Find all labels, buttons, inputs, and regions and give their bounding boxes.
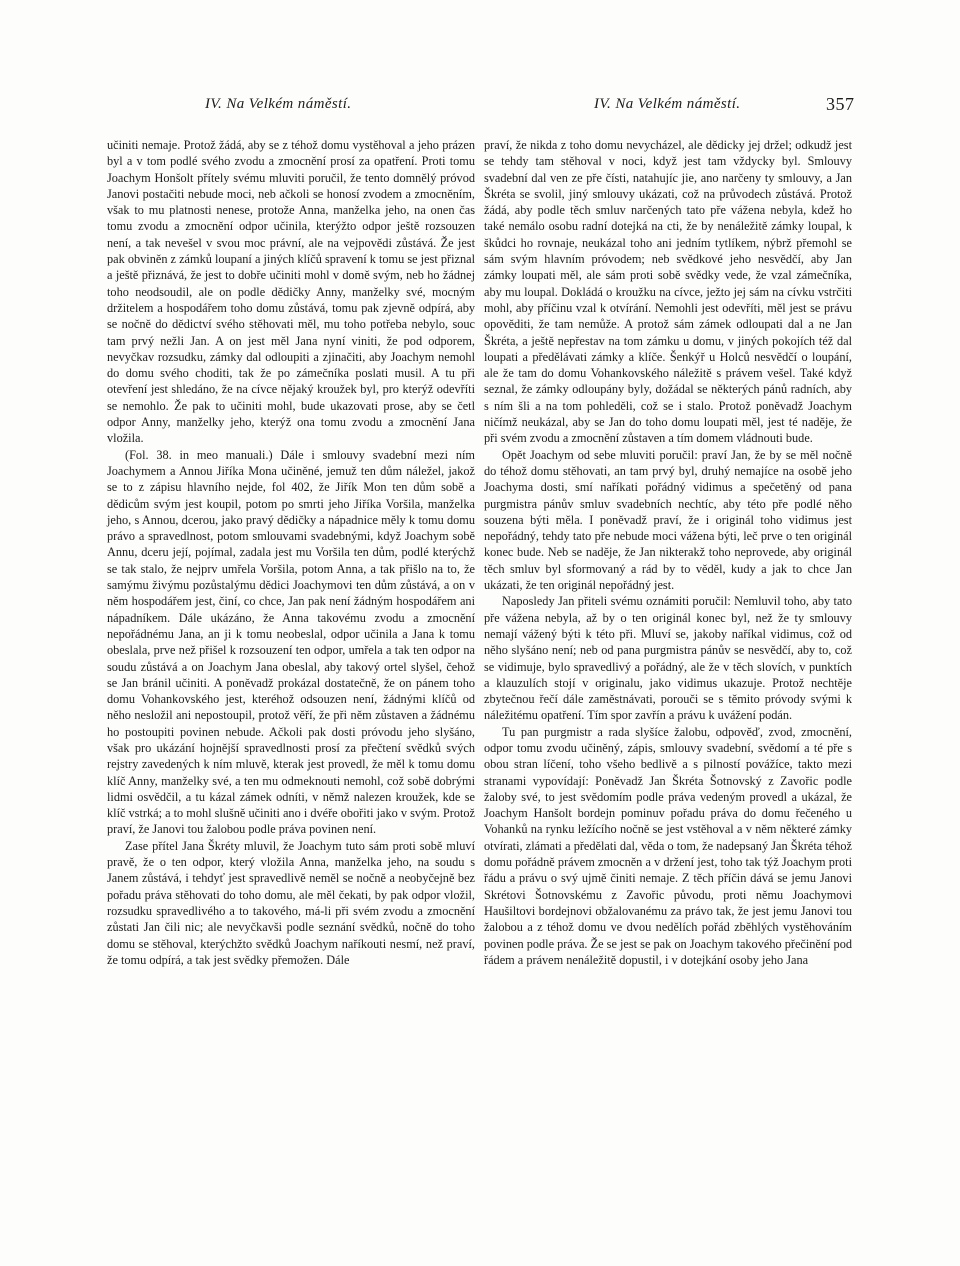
- paragraph: Naposledy Jan přiteli svému oznámiti poručil: Nemluvil toho, aby tato pře vážena nebyla, až by o ten originál konec byl, než že ty smlouvy nemají vážený býti k této při. Mluví se, jakoby naříkal vidimus, což od něho slyšáno není; neb od pana purgmistra pánův se nesvědčí, aby to, což se vidimuje, bylo spravedlivý a pořádný, ale že v těch slovích, v punktích a klauzulích stojí v originalu, jako vidimus ukazuje. Protož nechtěje zbytečnou řečí dále zaměstnávati, porouči se s těmito próvody svými k náležitému opatření. Tím spor zavřín a právu k uvážení podán.: [484, 594, 852, 723]
- paragraph: praví, že nikda z toho domu nevycházel, ale dědicky jej držel; odkudž jest se tehdy tam stěhoval v noci, když jest tam vždycky byl. Smlouvy svadební dal ven ze pře čísti, natahujíc jie, ano narčeny ty smlouvy, a Jan Škréta se svolil, jiný smlouvy ukázati, což na průvodech zůstává. Protož žádá, aby podle těch smluv narčených tato pře vážena nebyla, kdež ho také nemálo osobu radní dotejká na cti, že by nenáležitě zámky loupal, k škůdci ho rovnaje, neukázal toho ani jedním tytlíkem, nýbrž přemohl se sám svým hlavním próvodem; neb svědkové jeho nesvědčí, aby Jan zámky loupati měl, ale sám proti sobě svědky vede, že vzal zámečníka, aby mu loupal. Dokládá o kroužku na cívce, ježto jej sám na cívku vstrčiti mohl, aby příčinu vzal k otvírání. Nemohli jest odevříti, měl jest se právu opověditi, že tam nemůže. A protož sám zámek odloupati dal a ne Jan Škréta, a ještě nepřestav na tom zámku u domu, v jiných pokojích též dal loupati a předělávati zámky a klíče. Šenkýř u Holců nesvědčí o loupání, ale že tam do domu Vohankovského náležitě s právem vešel. Také když seznal, že zámky odloupány byly, dožádal se některých pánů radních, aby s ním šli a na tom pohleděli, což se i stalo. Protož poněvadž Joachym ničímž neukázal, aby se Jan do toho domu loupati měl, jest té naděje, že při svém zvodu a zmocnění zůstaven a tím domem vládnouti bude.: [484, 138, 852, 446]
- running-head-left: IV. Na Velkém náměstí.: [205, 96, 352, 112]
- paragraph: Zase přítel Jana Škréty mluvil, že Joachym tuto sám proti sobě mluví pravě, že o ten odpor, který vložila Anna, manželka jeho, na soudu s Janem zůstává, i tehdyť jest spravedlivě neměl se nočně a neobyčejně bez pořadu práva stěhovati do toho domu, ale měl čekati, by pak odpor vložil, rozsudku spravedlivého a to takového, má-li při svém zvodu a zmocnění zůstati Jan čili nic; ale nevyčkavši podle seznání svědků, nočně do toho domu se stěhoval, kterýchžto svědků Joachym naříkouti nesmí, než praví, že tomu odpírá, a tak jest svědky přemožen. Dále: [107, 838, 475, 967]
- paragraph: Tu pan purgmistr a rada slyšíce žalobu, odpověď, zvod, zmocnění, odpor tomu zvodu učiněný, zápis, smlouvy svadební, svědomí a té pře s obou stran líčení, toho všeho bedlivě a s pilností povážíce, takto mezi stranami vypovídají: Poněvadž Jan Škréta Šotnovský z Zavořic podle žaloby své, to jest svědomím podle práva vedeným provedl a ukázal, že Joachym Hanšolt bordejn pominuv pořadu práva do domu řečeného u Vohanků na rynku ležícího nočně se jest vstěhoval a v něm některé zámky otvírati, zlámati a předělati dal, věda o tom, že nadepsaný Jan Škréta téhož domu pořádně právem zmocněn a v držení jest, toho tak týž Joachym proti řádu a právu o svý ujmě činiti nemaje. Z těch příčin dává se jemu Janovi Skrétovi Šotnovskému z Zavořic původu, proti němu Joachymovi Haušiltovi bordejnovi obžalovanému za právo tak, že jest jemu Janovi tou žalobou a z téhož domu ve dvou nedělích pořád zběhlých vystěhováním povinen podle práva. Že se jest se pak on Joachym takového přečinění pod řádem a právem nenáležitě dopustil, i v dotejkání osoby jeho Jana: [484, 724, 852, 967]
- paragraph: (Fol. 38. in meo manuali.) Dále i smlouvy svadební mezi ním Joachymem a Annou Jiříka Mona učiněné, jemuž ten dům náležel, jakož se to z zápisu hlavního nejde, fol 402, že Jiřík Mon ten dům sobě a dědicům svým jest koupil, potom po smrti jeho Jiříka Voršila, manželka jeho, s Annou, dcerou, jako pravý dědičky a nápadnice měly k tomu domu právo a spravedlnost, potom smlouvami svadebnými, když Joachym sobě Annu, dceru její, pojímal, zadala jest mu Voršila ten dům, podlé kterýchž se tak stalo, že nejprv umřela Voršila, potom Anna, a tak přišlo na to, že samýmu živýmu pozůstalýmu dědici Joachymovi ten dům zůstává, a on v něm hospodářem jest, činí, co chce, Jan pak není žádným hospodářem ani nápadníkem. Dále ukázáno, že Anna takovému zvodu a zmocnění nepořádnému Jana, an ji k tomu neobeslal, odpor učinila a Jana k tomu obeslala, prve než přišel k rozsouzení ten odpor, umřela a tak ten odpor na soudu zůstává a on Joachym Jana obeslal, aby takový ortel slyšel, čehož se Jan bránil učiniti. A poněvadž prokázal dostatečně, že on pánem toho domu Vohankovského jest, kteréhož odsouzen není, žádnými klíčů od něho nesložil ani nepostoupil, protož věří, že při něm zůstaven a žádnému ho postoupiti povinen nebude. Ačkoli pak dosti próvodu jeho slyšáno, však pro ukázání hojnější spravedlnosti prosí za přečtení svědků svých rejstry zavedených k ním mluvě, kterak jest provedl, že měl k tomu domu klíč Anny, manželky své, a ten mu odmeknouti nemohl, což sobě dobrými lidmi osvědčil, a tu kázal zámek odníti, v němž nalezen kroužek, kde se klíč vstrká; a to mohl slušně učiniti ano i dvéře obořiti jako v svým. Protož praví, že Janovi tou žalobou podle práva povinen není.: [107, 447, 475, 837]
- page-number: 357: [826, 94, 855, 114]
- running-header: [0, 96, 960, 120]
- left-column: [107, 137, 475, 968]
- paragraph: Opět Joachym od sebe mluviti poručil: praví Jan, že by se měl nočně do téhož domu stěhovati, an tam prvý byl, druhý nemajíce na osobě jeho Joachyma dosti, smí naříkati pořádný vidimus a spečetěný od pana purgmistra pánův smluv svadebních nechtíc, aby této pře podlé něho souzena býti měla. I poněvadž praví, že i originál toho vidimus jest nepořádný, tehdy tato pře nebude moci vážena býti, leč prve o ten originál konec bude. Neb se naděje, že Jan nikterakž toho neprovede, aby originál těch smluv byl sformovaný a rád by to věděl, kudy a jak to chce Jan ukázati, že ten originál nepořádný jest.: [484, 447, 852, 593]
- running-head-right: IV. Na Velkém náměstí.: [594, 96, 741, 112]
- right-column: [484, 137, 852, 968]
- paragraph: učiniti nemaje. Protož žádá, aby se z téhož domu vystěhoval a jeho prázen byl a v tom podlé svého zvodu a zmocnění prosí za opatření. Proti tomu Joachym Honšolt přítely svému mluviti poručil, že tento domnělý próvod Janovi postačiti nebude moci, neb ačkoli se honosí zvodem a zmocněním, však to mu platnosti nenese, protože Anna, manželka jeho, na onen čas tomu zvodu a zmocnění odpor učinila, kterýžto odpor ještě rozsouzen není, a tak nevešel v svou moc právní, ale na vejpovědi zůstává. Že jest pak obviněn z zámků loupaní a jiných klíčů spravení k tomu se jest přiznal a ještě přiznává, že jest to dobře učiniti mohl v domě svým, neb ho žádnej toho neodsoudil, ale on podle dědičky Anny, manželky své, mocným držitelem a hospodářem toho domu zůstává, tomu pak zjevně odpírá, aby se nočně do dědictví svého stěhovati měl, mu toho potřeba nebylo, souc tam prvý nežli Jan. A on jest měl Jana nyní viniti, že pod odporem, nevyčkav rozsudku, zámky dal odloupiti a zjinačiti, aby Joachym nemohl do domu svého choditi, tak že po zámečníka poslati musil. A tu při otevření jest shledáno, že na cívce nějaký kroužek byl, pro kterýž odevříti se nemohlo. Že pak to učiniti mohl, bude ukazovati prose, aby se četl odpor Anny, manželky jeho, kterýž ona tomu zvodu a zmocnění Jana vložila.: [107, 138, 475, 446]
